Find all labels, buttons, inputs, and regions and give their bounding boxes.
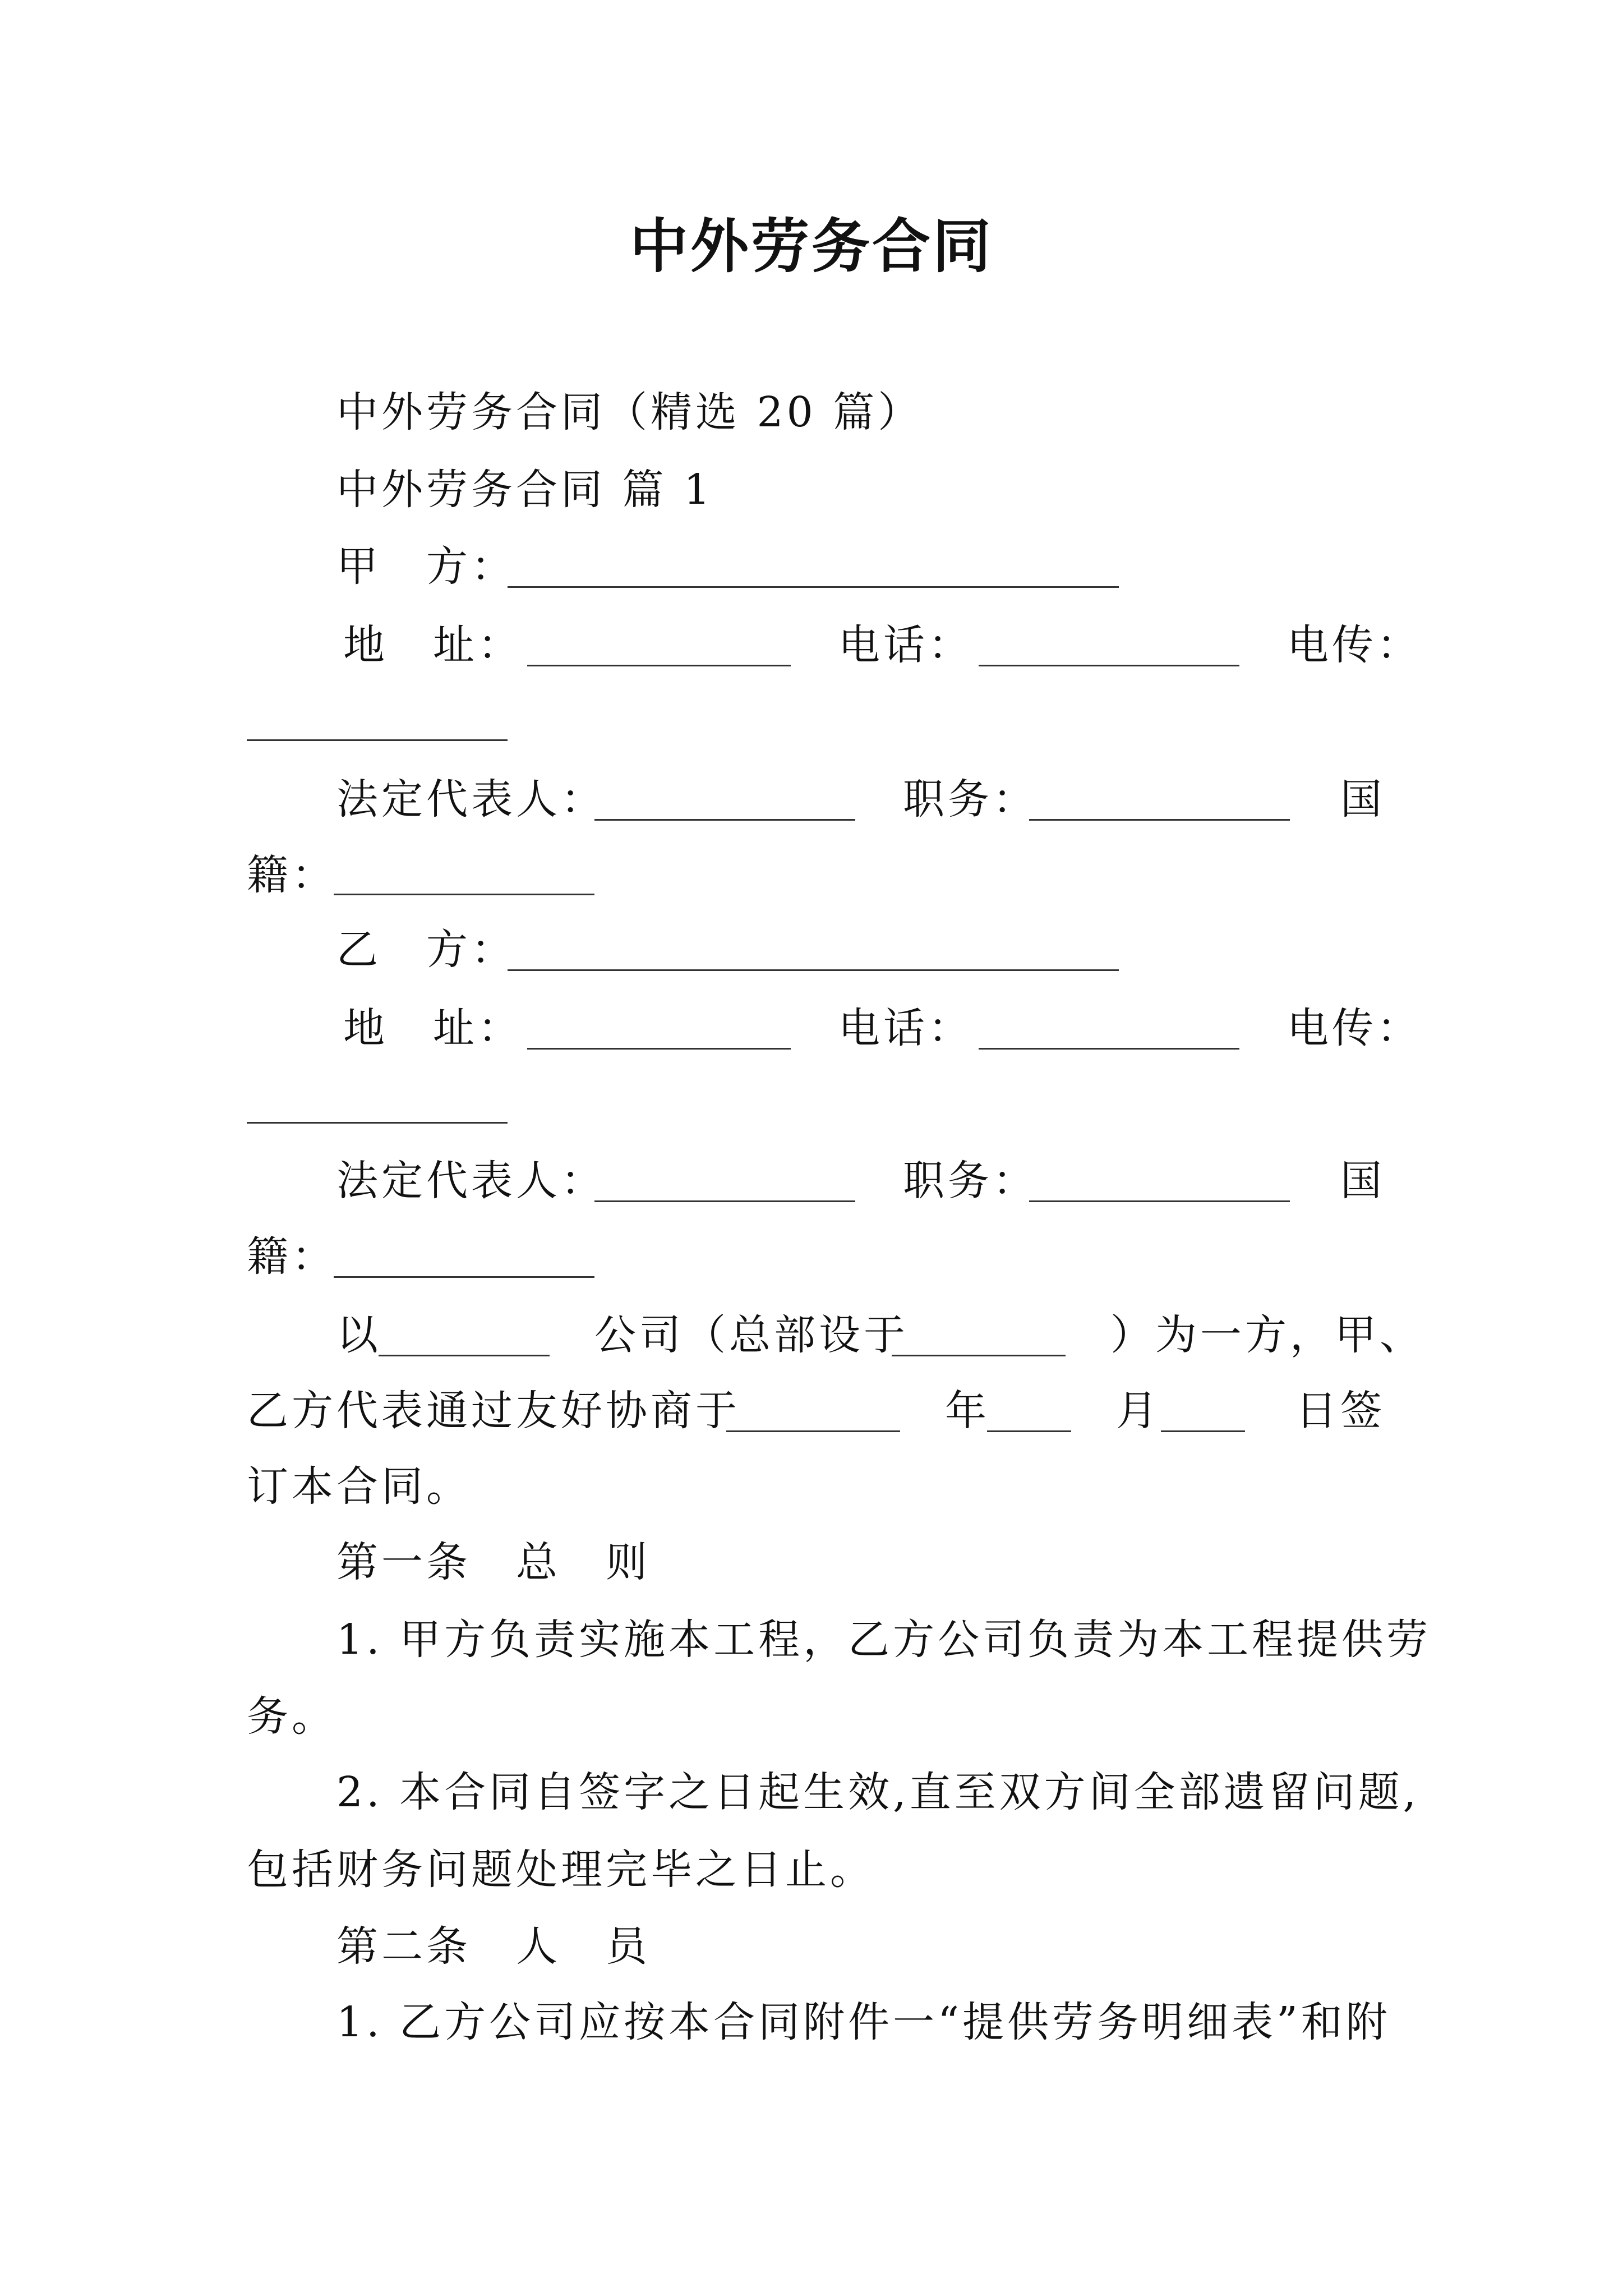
party-b-fax-blank[interactable] [247, 1122, 508, 1124]
article-2-item-1a: 1. 乙方公司应按本合同附件一“提供劳务明细表”和附 [336, 1998, 1391, 2046]
party-b-phone-blank[interactable] [979, 1048, 1239, 1050]
party-a-rep-blank[interactable] [594, 819, 855, 821]
party-b-nationality-label-1: 国 [1340, 1157, 1385, 1205]
section-heading: 中外劳务合同 篇 1 [336, 466, 714, 514]
party-a-position-label: 职务： [903, 775, 1038, 823]
article-2-heading: 第二条 人 员 [336, 1922, 651, 1971]
article-1-item-2a: 2. 本合同自签字之日起生效,直至双方间全部遗留问题, [336, 1768, 1420, 1816]
party-a-fax-label: 电传： [1287, 621, 1422, 669]
party-a-address-blank[interactable] [527, 665, 791, 666]
intro-date-place-blank[interactable] [726, 1430, 900, 1432]
party-b-phone-label: 电话： [838, 1004, 973, 1052]
party-b-position-blank[interactable] [1029, 1200, 1290, 1202]
intro-day-blank[interactable] [1161, 1430, 1245, 1432]
intro-text-3: 订本合同。 [247, 1462, 471, 1511]
party-a-position-blank[interactable] [1029, 819, 1290, 821]
party-a-phone-label: 电话： [838, 621, 973, 669]
article-1-item-2b: 包括财务问题处理完毕之日止。 [247, 1846, 875, 1894]
intro-text-2a: 乙方代表通过友好协商于 [247, 1387, 740, 1435]
party-b-address-blank[interactable] [527, 1048, 791, 1050]
party-b-name-blank[interactable] [508, 969, 1119, 971]
party-b-rep-blank[interactable] [594, 1200, 855, 1202]
party-a-phone-blank[interactable] [979, 665, 1239, 666]
document-subtitle: 中外劳务合同（精选 20 篇） [336, 388, 923, 436]
intro-month-blank[interactable] [987, 1430, 1071, 1432]
article-1-item-1b: 务。 [247, 1692, 336, 1741]
party-a-address-label: 地 址： [343, 621, 523, 669]
intro-month-label: 月 [1116, 1387, 1161, 1435]
party-a-nationality-label-2: 籍： [247, 851, 336, 899]
document-title: 中外劳务合同 [629, 211, 993, 280]
intro-text-2d: 日签 [1295, 1387, 1385, 1435]
party-b-nationality-label-2: 籍： [247, 1232, 336, 1281]
party-b-fax-label: 电传： [1287, 1004, 1422, 1052]
intro-text-1c: ）为一方，甲、 [1110, 1311, 1424, 1359]
party-b-position-label: 职务： [903, 1157, 1038, 1205]
intro-year-label: 年 [945, 1387, 990, 1435]
party-a-nationality-label-1: 国 [1340, 775, 1385, 823]
intro-hq-blank[interactable] [892, 1355, 1066, 1356]
party-b-nationality-blank[interactable] [334, 1276, 594, 1278]
party-b-rep-label: 法定代表人： [336, 1157, 606, 1205]
party-a-nationality-blank[interactable] [334, 894, 594, 895]
party-b-address-label: 地 址： [343, 1004, 523, 1052]
party-a-name-blank[interactable] [508, 586, 1119, 588]
intro-text-1b: 公司（总部设于 [594, 1311, 909, 1359]
party-a-rep-label: 法定代表人： [336, 775, 606, 823]
party-b-label: 乙 方： [336, 926, 516, 974]
intro-company-blank[interactable] [379, 1355, 550, 1356]
party-a-label: 甲 方： [336, 542, 516, 591]
intro-text-1a: 以 [336, 1311, 381, 1359]
party-a-fax-blank[interactable] [247, 739, 508, 741]
article-1-heading: 第一条 总 则 [336, 1538, 651, 1586]
article-1-item-1a: 1. 甲方负责实施本工程，乙方公司负责为本工程提供劳 [336, 1616, 1432, 1664]
